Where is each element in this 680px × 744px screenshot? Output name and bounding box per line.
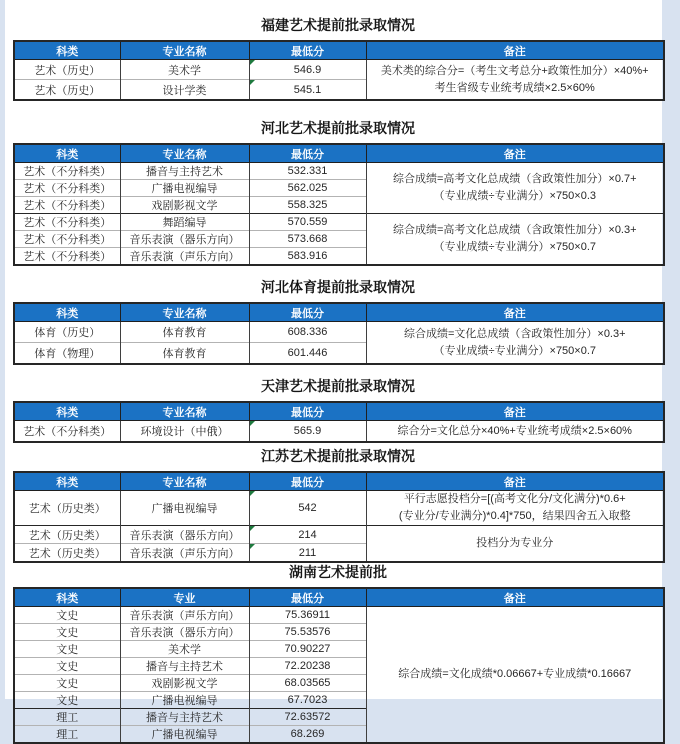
- header-row: [14, 588, 664, 607]
- admission-table: [13, 302, 665, 365]
- score-text: 558.325: [287, 199, 328, 211]
- score-text: 67.7023: [287, 694, 328, 706]
- excel-corner-flag-icon: [250, 544, 255, 549]
- major-cell: [120, 80, 249, 101]
- major-text: 播音与主持艺术: [146, 661, 223, 673]
- major-cell: [120, 180, 249, 197]
- excel-corner-flag-icon: [250, 421, 255, 426]
- remark-cell: [366, 421, 664, 443]
- category-cell: [14, 163, 120, 180]
- score-cell: [249, 343, 366, 365]
- major-cell: [120, 607, 249, 624]
- score-text: 214: [298, 528, 317, 541]
- column-header: 备注: [366, 41, 664, 60]
- admission-table: [13, 401, 665, 443]
- column-header: 最低分: [249, 144, 366, 163]
- category-cell: [14, 343, 120, 365]
- score-text: 75.36911: [284, 609, 331, 621]
- category-text: 文史: [56, 678, 79, 690]
- column-header: 专业名称: [120, 41, 249, 60]
- major-text: 广播电视编导: [151, 729, 218, 741]
- major-cell: [120, 624, 249, 641]
- category-cell: [14, 60, 120, 80]
- header-row: [14, 144, 664, 163]
- score-text: 68.269: [290, 728, 325, 740]
- admission-section-4: [13, 447, 663, 563]
- major-text: 体育教育: [162, 348, 207, 360]
- major-text: 播音与主持艺术: [146, 712, 223, 724]
- category-cell: [14, 421, 120, 443]
- column-header: 备注: [366, 303, 664, 322]
- column-header: 备注: [366, 144, 664, 163]
- column-header: 专业名称: [120, 472, 249, 491]
- major-text: 音乐表演（声乐方向）: [129, 547, 240, 560]
- major-text: 音乐表演（器乐方向）: [129, 234, 240, 246]
- major-text: 广播电视编导: [151, 503, 218, 515]
- major-text: 播音与主持艺术: [146, 166, 223, 178]
- major-text: 广播电视编导: [151, 695, 218, 707]
- remark-line: 综合成绩=文化成绩*0.06667+专业成绩*0.16667: [398, 668, 632, 680]
- admission-section-2: [13, 278, 663, 365]
- category-text: 艺术（历史类）: [28, 503, 106, 515]
- admission-section-5: [13, 563, 663, 744]
- section-title: 天津艺术提前批录取情况: [261, 378, 415, 394]
- score-cell: [249, 421, 366, 443]
- score-cell: [249, 491, 366, 526]
- major-text: 环境设计（中俄）: [140, 426, 229, 438]
- major-text: 美术学: [168, 64, 201, 77]
- score-cell: [249, 60, 366, 80]
- category-cell: [14, 231, 120, 248]
- table-row: [14, 163, 664, 180]
- score-cell: [249, 641, 366, 658]
- score-text: 573.668: [287, 233, 328, 245]
- category-cell: [14, 80, 120, 101]
- header-row: [14, 402, 664, 421]
- column-header: 最低分: [249, 588, 366, 607]
- column-header: 专业名称: [120, 402, 249, 421]
- excel-corner-flag-icon: [250, 60, 255, 65]
- category-text: 体育（历史）: [34, 327, 101, 339]
- section-title: 湖南艺术提前批: [289, 564, 387, 580]
- table-row: [14, 607, 664, 624]
- header-row: [14, 303, 664, 322]
- category-cell: [14, 692, 120, 709]
- category-cell: [14, 607, 120, 624]
- column-header: 最低分: [249, 472, 366, 491]
- category-text: 艺术（不分科类）: [23, 166, 112, 178]
- major-text: 音乐表演（器乐方向）: [129, 529, 240, 542]
- category-cell: [14, 248, 120, 266]
- column-header: 备注: [366, 588, 664, 607]
- remark-line: 综合成绩=文化总成绩（含政策性加分）×0.3+: [403, 327, 626, 340]
- table-row: [14, 322, 664, 343]
- category-cell: [14, 197, 120, 214]
- admission-section-3: [13, 377, 663, 443]
- score-cell: [249, 322, 366, 343]
- header-row: [14, 472, 664, 491]
- admission-tables-list: [5, 16, 662, 744]
- score-cell: [249, 607, 366, 624]
- category-text: 艺术（不分科类）: [23, 200, 112, 212]
- remark-line: （专业成绩÷专业满分）×750×0.7: [433, 344, 597, 357]
- column-header: 最低分: [249, 402, 366, 421]
- category-cell: [14, 709, 120, 726]
- category-cell: [14, 526, 120, 544]
- table-row: [14, 526, 664, 544]
- score-text: 608.336: [287, 326, 328, 338]
- major-text: 音乐表演（声乐方向）: [129, 610, 240, 622]
- column-header: 专业: [120, 588, 249, 607]
- column-header: 最低分: [249, 303, 366, 322]
- remark-cell: [366, 163, 664, 214]
- remark-cell: [366, 526, 664, 563]
- score-text: 542: [298, 502, 317, 514]
- major-cell: [120, 248, 249, 266]
- content-panel: [5, 0, 662, 741]
- major-cell: [120, 197, 249, 214]
- score-text: 75.53576: [284, 626, 331, 638]
- remark-line: 平行志愿投档分=[(高考文化分/文化满分)*0.6+: [403, 493, 626, 505]
- column-header: 科类: [14, 41, 120, 60]
- score-cell: [249, 197, 366, 214]
- category-text: 艺术（不分科类）: [23, 426, 112, 438]
- section-title: 福建艺术提前批录取情况: [261, 17, 415, 33]
- score-cell: [249, 709, 366, 726]
- major-text: 舞蹈编导: [162, 217, 207, 229]
- score-text: 562.025: [287, 182, 328, 194]
- score-cell: [249, 526, 366, 544]
- score-text: 583.916: [287, 250, 328, 262]
- excel-corner-flag-icon: [250, 80, 255, 85]
- column-header: 科类: [14, 144, 120, 163]
- remark-line: （专业成绩÷专业满分）×750×0.3: [433, 190, 597, 202]
- score-text: 72.20238: [284, 660, 331, 672]
- score-cell: [249, 726, 366, 744]
- major-cell: [120, 544, 249, 563]
- admission-table: [13, 40, 665, 101]
- major-cell: [120, 709, 249, 726]
- major-cell: [120, 343, 249, 365]
- column-header: 最低分: [249, 41, 366, 60]
- admission-table: [13, 143, 665, 266]
- remark-line: 投档分为专业分: [476, 537, 554, 549]
- admission-table: [13, 471, 665, 563]
- major-cell: [120, 491, 249, 526]
- category-text: 理工: [56, 712, 79, 724]
- remark-line: 美术类的综合分=（考生文考总分+政策性加分）×40%+: [380, 64, 649, 77]
- category-text: 艺术（不分科类）: [23, 217, 112, 229]
- score-cell: [249, 692, 366, 709]
- table-row: [14, 421, 664, 443]
- major-cell: [120, 526, 249, 544]
- category-text: 文史: [56, 695, 79, 707]
- major-text: 戏剧影视文学: [151, 200, 218, 212]
- remark-line: 综合分=文化总分×40%+专业统考成绩×2.5×60%: [397, 424, 632, 437]
- category-text: 体育（物理）: [34, 348, 101, 360]
- table-row: [14, 491, 664, 526]
- major-cell: [120, 658, 249, 675]
- section-title: 江苏艺术提前批录取情况: [261, 448, 415, 464]
- category-text: 艺术（历史）: [34, 64, 101, 77]
- category-cell: [14, 641, 120, 658]
- category-text: 文史: [56, 644, 79, 656]
- score-cell: [249, 658, 366, 675]
- major-cell: [120, 60, 249, 80]
- remark-cell: [366, 491, 664, 526]
- category-cell: [14, 658, 120, 675]
- major-cell: [120, 675, 249, 692]
- table-row: [14, 60, 664, 80]
- section-title: 河北体育提前批录取情况: [261, 279, 415, 295]
- major-cell: [120, 726, 249, 744]
- score-cell: [249, 214, 366, 231]
- column-header: 科类: [14, 588, 120, 607]
- score-cell: [249, 163, 366, 180]
- category-cell: [14, 726, 120, 744]
- admission-section-0: [13, 16, 663, 101]
- major-cell: [120, 641, 249, 658]
- score-cell: [249, 231, 366, 248]
- remark-cell: [366, 60, 664, 101]
- major-text: 美术学: [168, 644, 201, 656]
- score-text: 546.9: [293, 63, 322, 76]
- score-text: 570.559: [287, 216, 328, 228]
- score-text: 565.9: [293, 425, 322, 437]
- score-cell: [249, 180, 366, 197]
- category-text: 艺术（不分科类）: [23, 183, 112, 195]
- remark-cell: [366, 322, 664, 365]
- category-cell: [14, 214, 120, 231]
- major-cell: [120, 692, 249, 709]
- major-text: 音乐表演（声乐方向）: [129, 251, 240, 263]
- score-cell: [249, 80, 366, 101]
- score-text: 68.03565: [284, 677, 331, 689]
- score-cell: [249, 624, 366, 641]
- column-header: 科类: [14, 402, 120, 421]
- remark-cell: [366, 214, 664, 266]
- header-row: [14, 41, 664, 60]
- score-cell: [249, 675, 366, 692]
- category-text: 文史: [56, 627, 79, 639]
- score-cell: [249, 544, 366, 563]
- score-text: 211: [298, 546, 317, 559]
- category-cell: [14, 544, 120, 563]
- column-header: 备注: [366, 472, 664, 491]
- remark-line: (专业分/专业满分)*0.4]*750，结果四舍五入取整: [398, 510, 631, 522]
- score-text: 72.63572: [284, 711, 331, 723]
- column-header: 专业名称: [120, 144, 249, 163]
- section-title: 河北艺术提前批录取情况: [261, 120, 415, 136]
- major-text: 音乐表演（器乐方向）: [129, 627, 240, 639]
- category-cell: [14, 322, 120, 343]
- remark-line: （专业成绩÷专业满分）×750×0.7: [433, 241, 597, 253]
- category-cell: [14, 180, 120, 197]
- major-text: 设计学类: [162, 84, 207, 97]
- major-cell: [120, 231, 249, 248]
- category-cell: [14, 491, 120, 526]
- score-text: 601.446: [287, 347, 328, 359]
- major-text: 体育教育: [162, 327, 207, 339]
- category-text: 艺术（不分科类）: [23, 251, 112, 263]
- category-text: 艺术（历史）: [34, 84, 101, 97]
- category-text: 文史: [56, 610, 79, 622]
- category-cell: [14, 624, 120, 641]
- major-cell: [120, 421, 249, 443]
- remark-line: 综合成绩=高考文化总成绩（含政策性加分）×0.3+: [392, 224, 637, 236]
- score-text: 532.331: [287, 165, 328, 177]
- score-cell: [249, 248, 366, 266]
- category-text: 艺术（历史类）: [28, 547, 106, 560]
- score-text: 70.90227: [284, 643, 331, 655]
- admission-section-1: [13, 119, 663, 266]
- table-row: [14, 214, 664, 231]
- category-text: 艺术（历史类）: [28, 529, 106, 542]
- category-text: 艺术（不分科类）: [23, 234, 112, 246]
- category-cell: [14, 675, 120, 692]
- column-header: 备注: [366, 402, 664, 421]
- major-text: 广播电视编导: [151, 183, 218, 195]
- major-cell: [120, 163, 249, 180]
- major-cell: [120, 322, 249, 343]
- remark-line: 考生省级专业统考成绩×2.5×60%: [434, 81, 595, 94]
- admission-table: [13, 587, 665, 744]
- score-text: 545.1: [293, 83, 322, 96]
- column-header: 科类: [14, 303, 120, 322]
- excel-corner-flag-icon: [250, 491, 255, 496]
- category-text: 文史: [56, 661, 79, 673]
- remark-line: 综合成绩=高考文化总成绩（含政策性加分）×0.7+: [392, 173, 637, 185]
- excel-corner-flag-icon: [250, 526, 255, 531]
- column-header: 科类: [14, 472, 120, 491]
- major-text: 戏剧影视文学: [151, 678, 218, 690]
- remark-cell: [366, 607, 664, 744]
- column-header: 专业名称: [120, 303, 249, 322]
- major-cell: [120, 214, 249, 231]
- category-text: 理工: [56, 729, 79, 741]
